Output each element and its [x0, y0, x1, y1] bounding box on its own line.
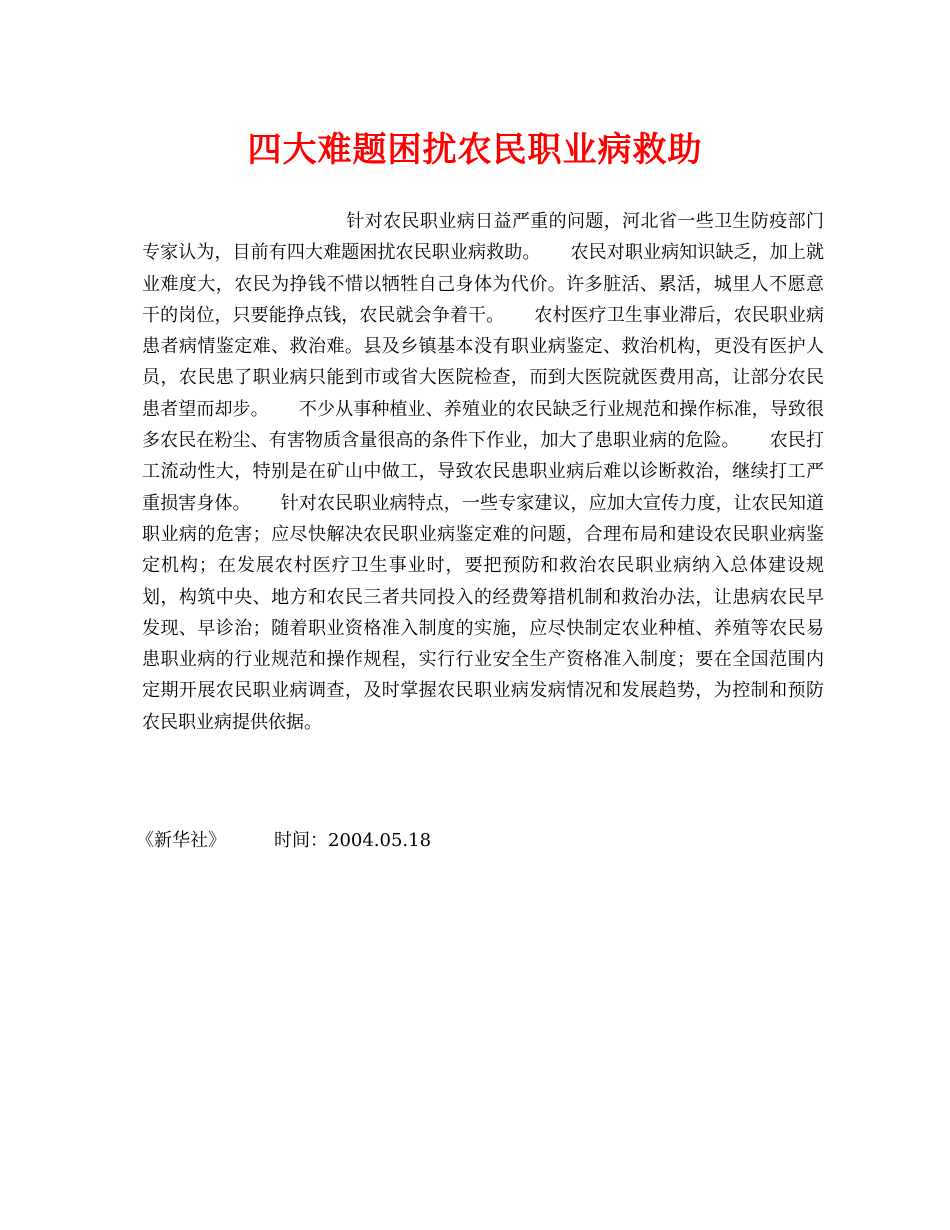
source-line — [136, 825, 431, 856]
document-title: 四大难题困扰农民职业病救助 — [247, 130, 703, 170]
paragraph-5: 农民打工流动性大，特别是在矿山中做工，导致农民患职业病后难以诊断救治，继续打工严重损害身体。 — [142, 430, 825, 514]
paragraph-1: 针对农民职业病日益严重的问题，河北省一些卫生防疫部门专家认为，目前有四大难题困扰农民职业病救助。 — [142, 211, 824, 264]
paragraph-3: 农村医疗卫生事业滞后，农民职业病患者病情鉴定难、救治难。县及乡镇基本没有职业病鉴定、救治机构，更没有医护人员，农民患了职业病只能到市或省大医院检查，而到大医院就医费用高，让部分农民患者望而却步。 — [142, 304, 825, 420]
paragraph-6: 针对农民职业病特点，一些专家建议，应加大宣传力度，让农民知道职业病的危害；应尽快解决农民职业病鉴定难的问题，合理布局和建设农民职业病鉴定机构；在发展农村医疗卫生事业时，要把预防和救治农民职业病纳入总体建设规划，构筑中央、地方和农民三者共同投入的经费筹措机制和救治办法，让患病农民早发现、早诊治；随着职业资格准入制度的实施，应尽快制定农业种植、养殖等农民易患职业病的行业规范和操作规程，实行行业安全生产资格准入制度；要在全国范围内定期开展农民职业病调查，及时掌握农民职业病发病情况和发展趋势，为控制和预防农民职业病提供依据。 — [142, 492, 825, 733]
paragraph-4: 不少从事种植业、养殖业的农民缺乏行业规范和操作标准，导致很多农民在粉尘、有害物质含量很高的条件下作业，加大了患职业病的危险。 — [142, 398, 825, 452]
source-name: 《新华社》 — [136, 830, 226, 851]
article-body — [142, 206, 824, 738]
paragraph-2: 农民对职业病知识缺乏，加上就业难度大，农民为挣钱不惜以牺牲自己身体为代价。许多脏活、累活，城里人不愿意干的岗位，只要能挣点钱，农民就会争着干。 — [142, 242, 825, 326]
publish-time: 时间：2004.05.18 — [274, 830, 432, 851]
